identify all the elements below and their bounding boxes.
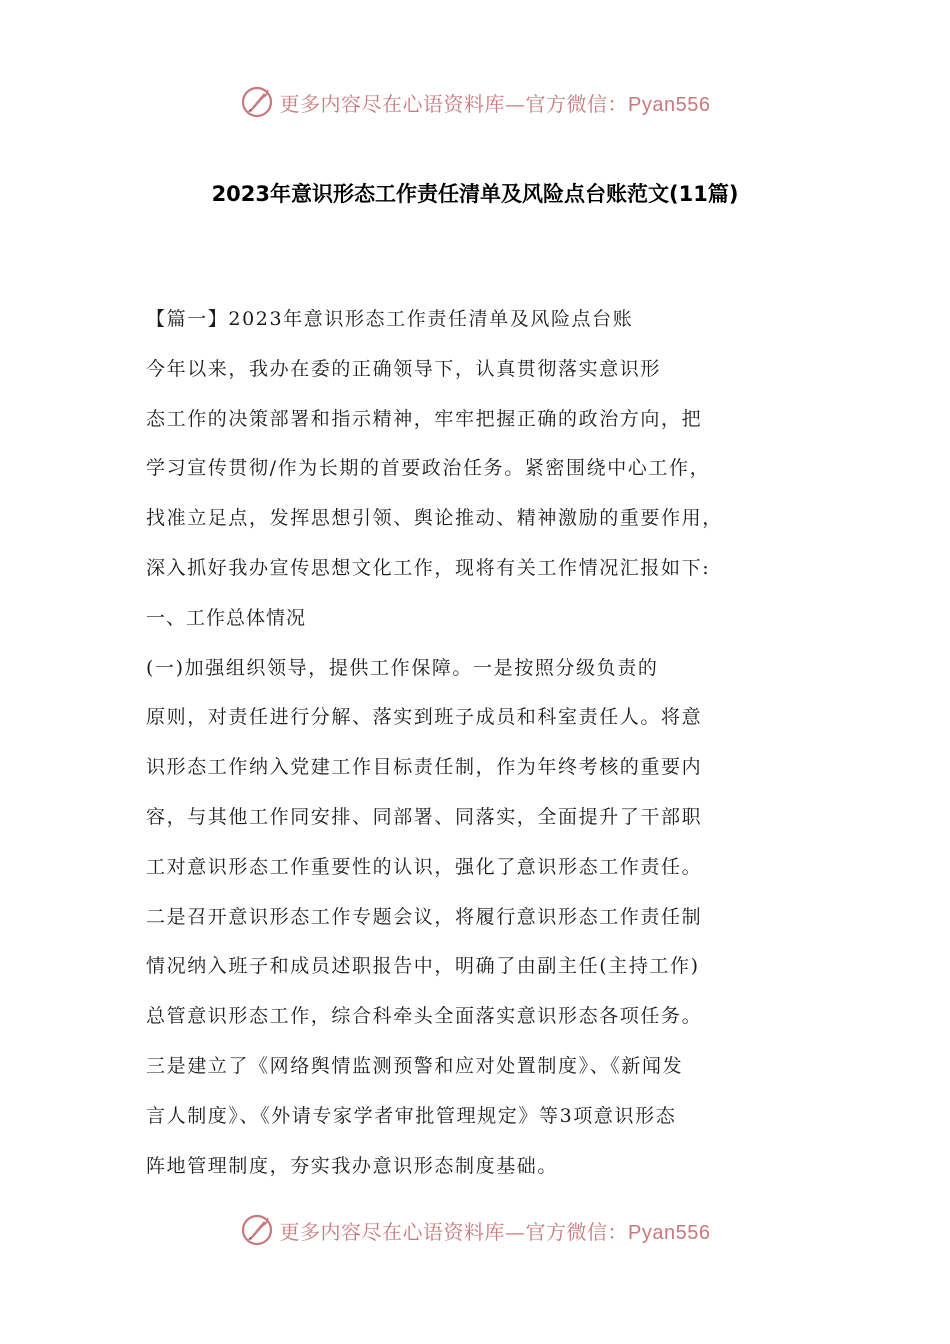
header-watermark: [0, 82, 950, 122]
paragraph-line: 识形态工作纳入党建工作目标责任制，作为年终考核的重要内: [146, 756, 703, 779]
paragraph-line: 二是召开意识形态工作专题会议，将履行意识形态工作责任制: [146, 905, 703, 928]
paragraph-line: 今年以来，我办在委的正确领导下，认真贯彻落实意识形: [146, 357, 662, 380]
paragraph-line: (一)加强组织领导，提供工作保障。一是按照分级负责的: [146, 656, 659, 679]
document-title: 2023年意识形态工作责任清单及风险点台账范文(11篇): [211, 182, 739, 206]
paragraph-line: 深入抓好我办宣传思想文化工作，现将有关工作情况汇报如下:: [146, 556, 711, 579]
paragraph-line: 学习宣传贯彻/作为长期的首要政治任务。紧密围绕中心工作，: [146, 457, 711, 480]
paragraph-line: 情况纳入班子和成员述职报告中，明确了由副主任(主持工作): [146, 955, 700, 978]
watermark-text: 更多内容尽在心语资料库—官方微信：Pyan556: [279, 91, 711, 116]
paragraph-line: 原则，对责任进行分解、落实到班子成员和科室责任人。将意: [146, 706, 703, 729]
paragraph-line: 容，与其他工作同安排、同部署、同落实，全面提升了干部职: [146, 805, 703, 828]
watermark-text: 更多内容尽在心语资料库—官方微信：Pyan556: [279, 1219, 711, 1244]
paragraph-line: 三是建立了《网络舆情监测预警和应对处置制度》、《新闻发: [146, 1054, 684, 1077]
paragraph-line: 找准立足点，发挥思想引领、舆论推动、精神激励的重要作用，: [146, 507, 723, 530]
section-heading-part-one: 【篇一】2023年意识形态工作责任清单及风险点台账: [146, 308, 634, 330]
section-heading-overview: 一、工作总体情况: [146, 606, 307, 629]
quill-pen-logo-icon: [240, 1213, 274, 1247]
paragraph-line: 言人制度》、《外请专家学者审批管理规定》等3项意识形态: [146, 1104, 677, 1127]
footer-watermark: [0, 1210, 950, 1250]
quill-pen-logo-icon: [240, 85, 274, 119]
document-body: [146, 295, 786, 1191]
paragraph-line: 总管意识形态工作，综合科牵头全面落实意识形态各项任务。: [146, 1005, 703, 1028]
paragraph-line: 态工作的决策部署和指示精神，牢牢把握正确的政治方向，把: [146, 407, 703, 430]
paragraph-line: 阵地管理制度，夯实我办意识形态制度基础。: [146, 1154, 559, 1177]
paragraph-line: 工对意识形态工作重要性的认识，强化了意识形态工作责任。: [146, 855, 703, 878]
